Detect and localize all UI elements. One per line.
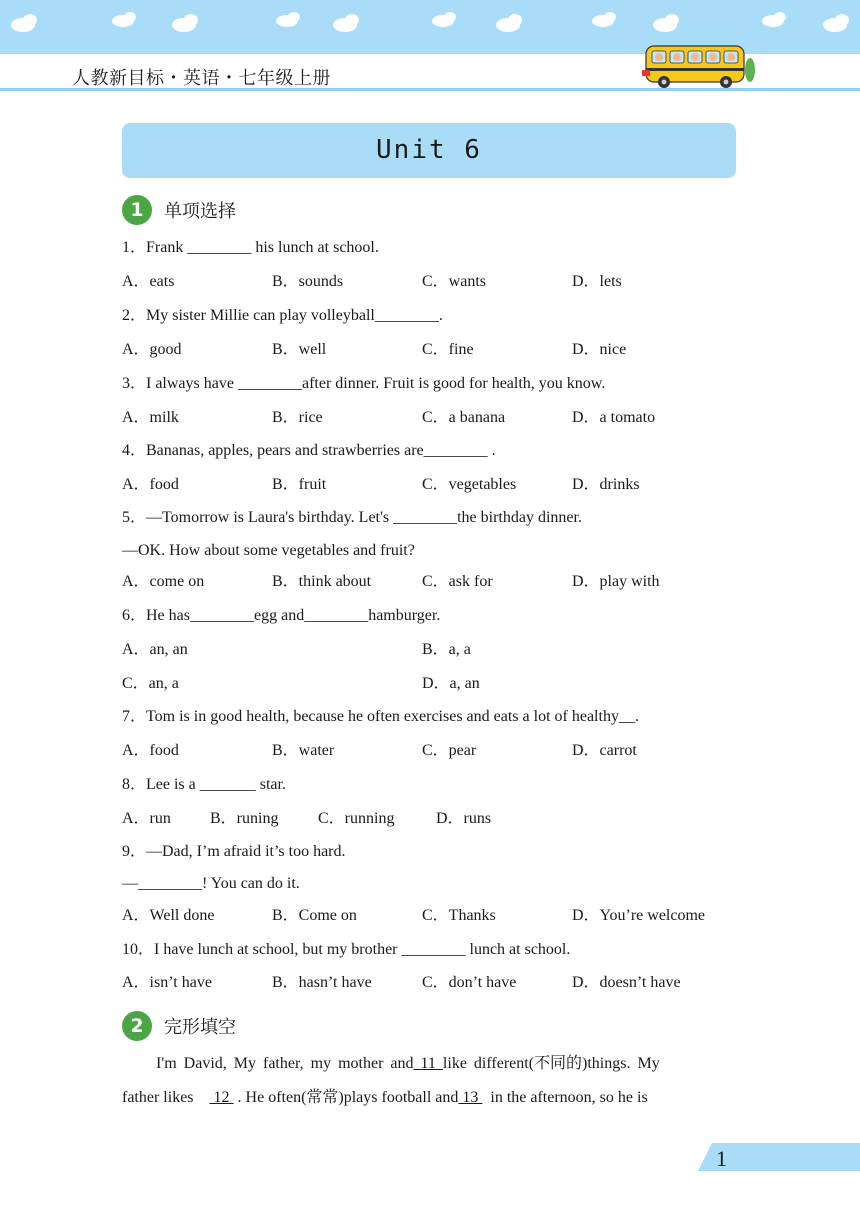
q9-option-b: B．Come on bbox=[272, 907, 357, 924]
q10-option-b: B．hasn’t have bbox=[272, 974, 372, 991]
q5-option-c: C．ask for bbox=[422, 573, 493, 590]
q5-option-a: A．come on bbox=[122, 573, 205, 590]
question-3: 3．I always have ________after dinner. Fruit is good for health, you know. bbox=[122, 375, 606, 392]
q7-option-b: B．water bbox=[272, 742, 335, 759]
cloze-text: in the afternoon, so he is bbox=[486, 1089, 648, 1106]
q2-option-a: A．good bbox=[122, 341, 182, 358]
question-5-reply: —OK. How about some vegetables and fruit? bbox=[122, 542, 415, 559]
q7-option-c: C．pear bbox=[422, 742, 477, 759]
blank-11: 11 bbox=[413, 1055, 443, 1072]
cloze-line-2 bbox=[122, 1088, 740, 1108]
question-7: 7．Tom is in good health, because he often exercises and eats a lot of healthy__. bbox=[122, 708, 639, 725]
q6-option-c: C．an, a bbox=[122, 675, 179, 692]
cloze-line-1 bbox=[122, 1054, 740, 1074]
question-1: 1．Frank ________ his lunch at school. bbox=[122, 239, 379, 256]
q5-option-d: D．play with bbox=[572, 573, 660, 590]
q4-option-a: A．food bbox=[122, 476, 179, 493]
q6-blank-2: ________ bbox=[304, 607, 369, 624]
q1-option-b: B．sounds bbox=[272, 273, 344, 290]
section-number-badge: 1 bbox=[122, 195, 152, 225]
q2-option-d: D．nice bbox=[572, 341, 627, 358]
page-number: 1 bbox=[716, 1146, 727, 1171]
unit-title-box bbox=[122, 123, 736, 178]
q8-option-c: C．running bbox=[318, 810, 395, 827]
q10-option-a: A．isn’t have bbox=[122, 974, 212, 991]
question-10: 10．I have lunch at school, but my brother ________ lunch at school. bbox=[122, 941, 571, 958]
q6-blank-1: ________ bbox=[190, 607, 254, 624]
q2-option-b: B．well bbox=[272, 341, 327, 358]
q9-option-a: A．Well done bbox=[122, 907, 215, 924]
q4-option-c: C．vegetables bbox=[422, 476, 517, 493]
question-8: 8．Lee is a _______ star. bbox=[122, 776, 286, 793]
q1-option-d: D．lets bbox=[572, 273, 622, 290]
q7-option-a: A．food bbox=[122, 742, 179, 759]
q7-option-d: D．carrot bbox=[572, 742, 637, 759]
q6-text-post: hamburger. bbox=[368, 607, 441, 624]
question-5: 5．—Tomorrow is Laura's birthday. Let's ________the birthday dinner. bbox=[122, 509, 582, 526]
question-9: 9．—Dad, I’m afraid it’s too hard. bbox=[122, 843, 346, 860]
question-6 bbox=[122, 606, 440, 626]
section-title: 完形填空 bbox=[164, 1017, 236, 1038]
q3-option-b: B．rice bbox=[272, 409, 323, 426]
question-9-reply: —________! You can do it. bbox=[122, 875, 300, 892]
q10-option-d: D．doesn’t have bbox=[572, 974, 681, 991]
q3-option-c: C．a banana bbox=[422, 409, 506, 426]
q6-text-pre: 6．He has bbox=[122, 607, 190, 624]
q6-option-b: B．a, a bbox=[422, 641, 471, 658]
q6-text-mid: egg and bbox=[254, 607, 305, 624]
q5-option-b: B．think about bbox=[272, 573, 372, 590]
q8-option-d: D．runs bbox=[436, 810, 492, 827]
q4-option-b: B．fruit bbox=[272, 476, 327, 493]
q6-option-a: A．an, an bbox=[122, 641, 188, 658]
section-number-badge: 2 bbox=[122, 1011, 152, 1041]
q8-option-a: A．run bbox=[122, 810, 171, 827]
cloze-text: like different(不同的)things. My bbox=[442, 1055, 660, 1072]
cloze-text: . He often(常常)plays football and bbox=[237, 1089, 459, 1106]
q8-option-b: B．runing bbox=[210, 810, 279, 827]
q10-option-c: C．don’t have bbox=[422, 974, 517, 991]
q4-option-d: D．drinks bbox=[572, 476, 640, 493]
cloze-text: father likes bbox=[122, 1089, 198, 1106]
blank-12: 12 bbox=[209, 1089, 234, 1106]
question-2: 2．My sister Millie can play volleyball________. bbox=[122, 307, 443, 324]
book-title: 人教新目标・英语・七年级上册 bbox=[72, 68, 331, 89]
q3-option-d: D．a tomato bbox=[572, 409, 656, 426]
q2-option-c: C．fine bbox=[422, 341, 474, 358]
q1-option-c: C．wants bbox=[422, 273, 487, 290]
q9-option-d: D．You’re welcome bbox=[572, 907, 706, 924]
cloze-text: I'm David, My father, my mother and bbox=[156, 1055, 414, 1072]
question-4: 4．Bananas, apples, pears and strawberries are________ . bbox=[122, 442, 496, 459]
q6-option-d: D．a, an bbox=[422, 675, 480, 692]
q1-option-a: A．eats bbox=[122, 273, 175, 290]
q9-option-c: C．Thanks bbox=[422, 907, 496, 924]
unit-title: Unit 6 bbox=[376, 135, 482, 165]
q3-option-a: A．milk bbox=[122, 409, 179, 426]
section-title: 单项选择 bbox=[164, 201, 236, 222]
school-bus-icon bbox=[640, 42, 756, 92]
blank-13: 13 bbox=[458, 1089, 483, 1106]
